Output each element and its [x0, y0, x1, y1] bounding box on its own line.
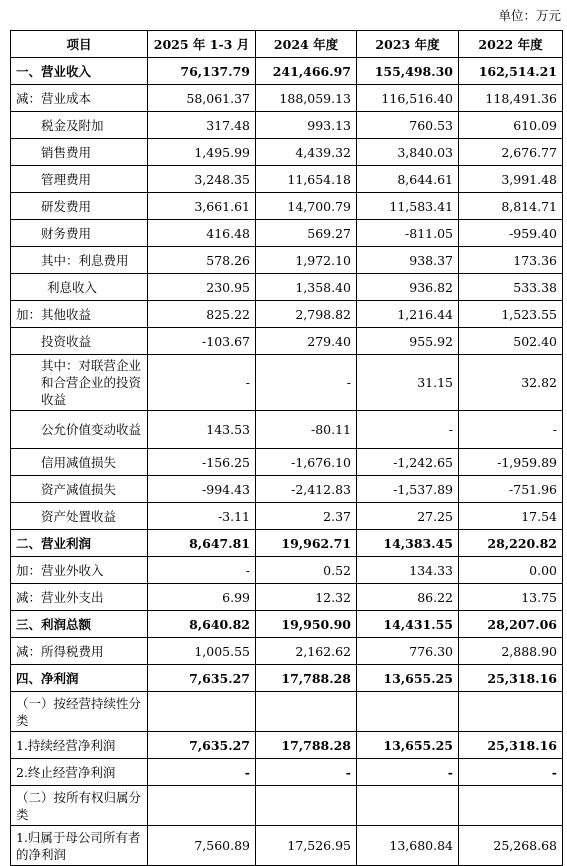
- row-value: -: [256, 759, 357, 786]
- row-value: 533.38: [459, 274, 563, 301]
- row-label: 减：所得税费用: [11, 638, 148, 665]
- row-value: 2,798.82: [256, 301, 357, 328]
- row-label: 财务费用: [11, 220, 148, 247]
- row-value: 116,516.40: [357, 85, 459, 112]
- header-item: 项目: [11, 31, 148, 58]
- row-value: 12.32: [256, 584, 357, 611]
- row-value: 32.82: [459, 355, 563, 411]
- table-row: [11, 503, 563, 530]
- table-row: [11, 826, 563, 866]
- row-value: -: [459, 411, 563, 449]
- table-row: [11, 411, 563, 449]
- row-value: -959.40: [459, 220, 563, 247]
- row-value: 416.48: [148, 220, 256, 247]
- table-row: [11, 328, 563, 355]
- table-row: [11, 786, 563, 826]
- row-value: -751.96: [459, 476, 563, 503]
- row-value: 13.75: [459, 584, 563, 611]
- income-statement-table: [10, 30, 563, 866]
- row-value: 13,655.25: [357, 665, 459, 692]
- row-value: -1,537.89: [357, 476, 459, 503]
- table-row: [11, 759, 563, 786]
- row-value: 162,514.21: [459, 58, 563, 85]
- row-value: -: [357, 411, 459, 449]
- table-row: [11, 220, 563, 247]
- row-value: 3,991.48: [459, 166, 563, 193]
- table-row: [11, 274, 563, 301]
- row-label: （二）按所有权归属分类: [11, 786, 148, 826]
- table-row: [11, 665, 563, 692]
- row-value: 76,137.79: [148, 58, 256, 85]
- row-label: 其中：对联营企业和合营企业的投资收益: [11, 355, 148, 411]
- row-value: 7,560.89: [148, 826, 256, 866]
- row-value: 230.95: [148, 274, 256, 301]
- row-value: 17,526.95: [256, 826, 357, 866]
- row-value: 19,962.71: [256, 530, 357, 557]
- row-value: -994.43: [148, 476, 256, 503]
- row-value: -80.11: [256, 411, 357, 449]
- row-value: 11,654.18: [256, 166, 357, 193]
- row-value: -1,959.89: [459, 449, 563, 476]
- row-value: 1,495.99: [148, 139, 256, 166]
- table-row: [11, 85, 563, 112]
- row-label: 资产处置收益: [11, 503, 148, 530]
- table-row: [11, 301, 563, 328]
- row-value: 134.33: [357, 557, 459, 584]
- row-value: 2.37: [256, 503, 357, 530]
- table-body: [11, 58, 563, 866]
- table-row: [11, 58, 563, 85]
- row-value: 0.00: [459, 557, 563, 584]
- row-value: [459, 786, 563, 826]
- row-value: 3,661.61: [148, 193, 256, 220]
- row-value: 1,216.44: [357, 301, 459, 328]
- row-value: 28,207.06: [459, 611, 563, 638]
- row-value: 825.22: [148, 301, 256, 328]
- row-value: 8,640.82: [148, 611, 256, 638]
- row-label: 1.归属于母公司所有者的净利润: [11, 826, 148, 866]
- row-value: 0.52: [256, 557, 357, 584]
- row-value: 11,583.41: [357, 193, 459, 220]
- row-value: -1,676.10: [256, 449, 357, 476]
- table-row: [11, 166, 563, 193]
- table-row: [11, 449, 563, 476]
- row-value: 776.30: [357, 638, 459, 665]
- row-value: 1,523.55: [459, 301, 563, 328]
- row-value: 569.27: [256, 220, 357, 247]
- row-value: 155,498.30: [357, 58, 459, 85]
- row-value: 188,059.13: [256, 85, 357, 112]
- row-value: 25,318.16: [459, 665, 563, 692]
- row-value: -3.11: [148, 503, 256, 530]
- row-value: 502.40: [459, 328, 563, 355]
- row-value: 8,644.61: [357, 166, 459, 193]
- row-label: 三、利润总额: [11, 611, 148, 638]
- row-value: 760.53: [357, 112, 459, 139]
- table-row: [11, 557, 563, 584]
- row-value: 25,318.16: [459, 732, 563, 759]
- header-2024: 2024 年度: [256, 31, 357, 58]
- row-value: 27.25: [357, 503, 459, 530]
- row-value: [256, 692, 357, 732]
- table-header-row: [11, 31, 563, 58]
- row-value: 17,788.28: [256, 665, 357, 692]
- row-value: -103.67: [148, 328, 256, 355]
- row-value: 118,491.36: [459, 85, 563, 112]
- row-value: 17.54: [459, 503, 563, 530]
- header-2025q1: 2025 年 1-3 月: [148, 31, 256, 58]
- row-value: 13,655.25: [357, 732, 459, 759]
- row-value: [357, 692, 459, 732]
- row-value: 317.48: [148, 112, 256, 139]
- row-value: 173.36: [459, 247, 563, 274]
- row-value: [459, 692, 563, 732]
- row-label: 加：其他收益: [11, 301, 148, 328]
- table-row: [11, 692, 563, 732]
- row-value: 8,814.71: [459, 193, 563, 220]
- table-row: [11, 732, 563, 759]
- row-value: 6.99: [148, 584, 256, 611]
- table-row: [11, 247, 563, 274]
- row-value: -1,242.65: [357, 449, 459, 476]
- row-value: 2,888.90: [459, 638, 563, 665]
- row-value: 610.09: [459, 112, 563, 139]
- row-value: 14,700.79: [256, 193, 357, 220]
- row-label: （一）按经营持续性分类: [11, 692, 148, 732]
- row-label: 减：营业成本: [11, 85, 148, 112]
- row-label: 资产减值损失: [11, 476, 148, 503]
- row-value: 2,676.77: [459, 139, 563, 166]
- row-label: 税金及附加: [11, 112, 148, 139]
- row-value: 1,005.55: [148, 638, 256, 665]
- row-value: 28,220.82: [459, 530, 563, 557]
- row-label: 减：营业外支出: [11, 584, 148, 611]
- row-label: 加：营业外收入: [11, 557, 148, 584]
- row-value: 7,635.27: [148, 732, 256, 759]
- row-value: -: [459, 759, 563, 786]
- row-label: 公允价值变动收益: [11, 411, 148, 449]
- row-value: 2,162.62: [256, 638, 357, 665]
- row-value: 955.92: [357, 328, 459, 355]
- row-label: 投资收益: [11, 328, 148, 355]
- table-row: [11, 193, 563, 220]
- row-value: -: [357, 759, 459, 786]
- row-value: 1,358.40: [256, 274, 357, 301]
- row-value: -: [148, 759, 256, 786]
- row-value: [256, 786, 357, 826]
- row-value: 58,061.37: [148, 85, 256, 112]
- row-label: 信用减值损失: [11, 449, 148, 476]
- row-value: 241,466.97: [256, 58, 357, 85]
- header-2023: 2023 年度: [357, 31, 459, 58]
- table-row: [11, 139, 563, 166]
- row-value: -156.25: [148, 449, 256, 476]
- row-value: 3,248.35: [148, 166, 256, 193]
- row-value: 279.40: [256, 328, 357, 355]
- row-label: 四、净利润: [11, 665, 148, 692]
- row-value: -: [148, 355, 256, 411]
- row-value: 3,840.03: [357, 139, 459, 166]
- row-value: 25,268.68: [459, 826, 563, 866]
- row-value: 14,383.45: [357, 530, 459, 557]
- row-label: 1.持续经营净利润: [11, 732, 148, 759]
- row-label: 二、营业利润: [11, 530, 148, 557]
- row-value: 1,972.10: [256, 247, 357, 274]
- row-value: 4,439.32: [256, 139, 357, 166]
- table-row: [11, 355, 563, 411]
- row-value: 143.53: [148, 411, 256, 449]
- row-label: 利息收入: [11, 274, 148, 301]
- table-row: [11, 530, 563, 557]
- row-value: [148, 692, 256, 732]
- table-row: [11, 584, 563, 611]
- row-value: 17,788.28: [256, 732, 357, 759]
- row-label: 销售费用: [11, 139, 148, 166]
- row-value: 31.15: [357, 355, 459, 411]
- row-value: -: [256, 355, 357, 411]
- row-label: 一、营业收入: [11, 58, 148, 85]
- row-value: 936.82: [357, 274, 459, 301]
- row-value: 19,950.90: [256, 611, 357, 638]
- row-value: [357, 786, 459, 826]
- row-label: 2.终止经营净利润: [11, 759, 148, 786]
- row-value: 578.26: [148, 247, 256, 274]
- row-value: 14,431.55: [357, 611, 459, 638]
- row-label: 管理费用: [11, 166, 148, 193]
- row-value: 7,635.27: [148, 665, 256, 692]
- row-label: 研发费用: [11, 193, 148, 220]
- row-value: 8,647.81: [148, 530, 256, 557]
- row-value: -: [148, 557, 256, 584]
- row-value: -811.05: [357, 220, 459, 247]
- row-label: 其中：利息费用: [11, 247, 148, 274]
- row-value: -2,412.83: [256, 476, 357, 503]
- table-row: [11, 638, 563, 665]
- table-row: [11, 476, 563, 503]
- unit-label: 单位：万元: [498, 8, 561, 23]
- row-value: 86.22: [357, 584, 459, 611]
- header-2022: 2022 年度: [459, 31, 563, 58]
- row-value: 13,680.84: [357, 826, 459, 866]
- table-row: [11, 611, 563, 638]
- row-value: [148, 786, 256, 826]
- row-value: 993.13: [256, 112, 357, 139]
- table-row: [11, 112, 563, 139]
- row-value: 938.37: [357, 247, 459, 274]
